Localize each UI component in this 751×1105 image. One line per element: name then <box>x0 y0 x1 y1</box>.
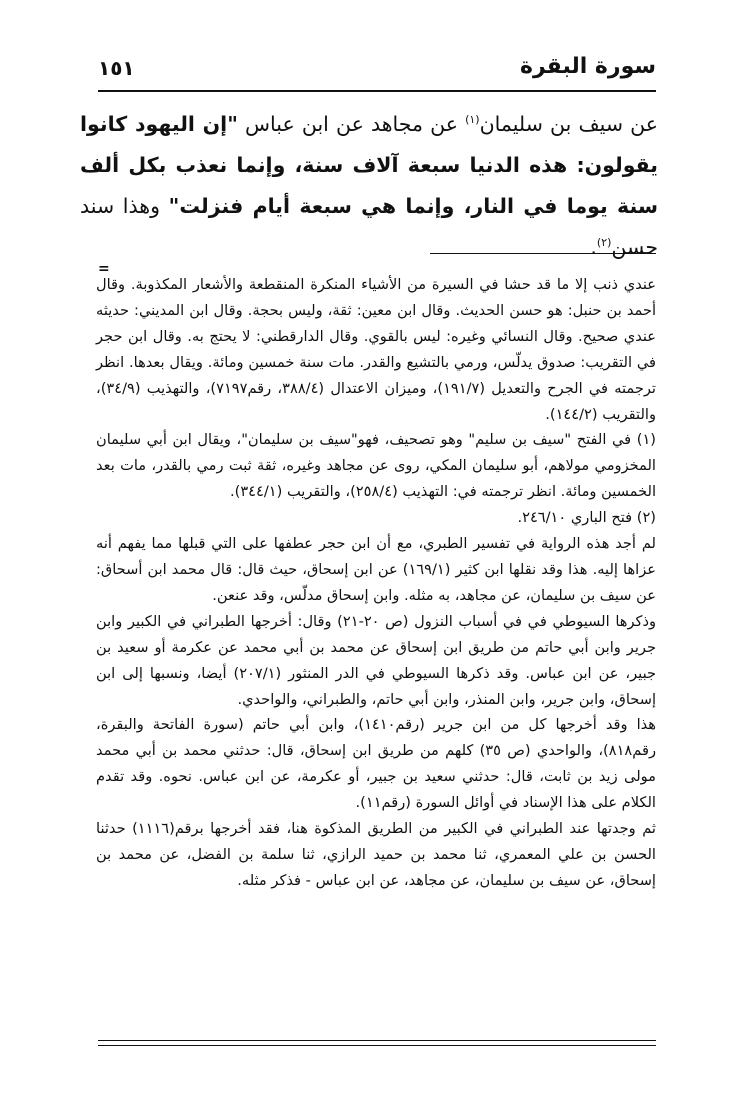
footnote-2: (٢) فتح الباري ٢٤٦/١٠. <box>517 509 656 527</box>
bottom-rule-bottom <box>98 1045 656 1046</box>
quoted-narration: "إن اليهود كانوا يقولون: هذه الدنيا سبعة آلاف سنة، وإنما نعذب بكل ألف سنة يوما في النار، وإنما هي سبعة أيام فنزلت" <box>80 112 658 218</box>
bottom-rule-top <box>98 1040 656 1041</box>
footnote-2-para-1: لم أجد هذه الرواية في تفسير الطبري، مع أن ابن حجر عطفها على التي قبلها مما يفهم أنه عزاها إليه. هذا وقد نقلها ابن كثير (١٦٩/١) عن ابن إسحاق، حيث قال: قال محمد ابن أسحاق: عن سيف بن سليمان، عن مجاهد، به مثله. وابن إسحاق مدلّس، وقد عنعن. <box>96 535 656 604</box>
footnote-ref-2: (٢) <box>596 236 612 250</box>
footnote-2-para-4: ثم وجدتها عند الطبراني في الكبير من الطريق المذكوة هنا، فقد أخرجها برقم(١١١٦) حدثنا الحسن بن علي المعمري، ثنا محمد بن حميد الرازي، ثنا سلمة بن الفضل، عن محمد بن إسحاق، عن سيف بن سليمان، عن مجاهد، عن ابن عباس - فذكر مثله. <box>96 820 656 889</box>
footnote-1: (١) في الفتح "سيف بن سليم" وهو تصحيف، فهو"سيف بن سليمان"، ويقال ابن أبي سليمان المخزومي مولاهم، أبو سليمان المكي، روى عن مجاهد وغيره، ثقة ثبت رمي بالقدر، مات بعد الخمسين ومائة. انظر ترجمته في: التهذيب (٢٥٨/٤)، والتقريب (٣٤٤/١). <box>96 431 656 501</box>
page-number: ١٥١ <box>98 56 135 80</box>
main-text-part4: . <box>590 235 597 259</box>
surah-title: سورة البقرة <box>519 54 656 79</box>
continuation-mark: = <box>98 261 110 277</box>
footnote-divider <box>430 253 656 254</box>
page-header <box>98 52 656 92</box>
header-rule <box>98 90 656 92</box>
main-text-part2: عن مجاهد عن ابن عباس <box>237 112 466 136</box>
main-text <box>80 104 658 268</box>
main-text-part3: وهذا سند حسن <box>80 194 658 259</box>
main-text-part1: عن سيف بن سليمان <box>479 112 658 136</box>
footnote-2-para-3: هذا وقد أخرجها كل من ابن جرير (رقم١٤١٠)، وابن أبي حاتم (سورة الفاتحة والبقرة، رقم٨١٨)، والواحدي (ص ٣٥) كلهم من طريق ابن إسحاق، قال: حدثني محمد بن أبي محمد مولى زيد بن ثابت، قال: حدثني سعيد بن جبير، أو عكرمة، عن ابن عباس. نحوه. وقد تقدم الكلام على هذا الإسناد في أوائل السورة (رقم١١). <box>96 716 656 812</box>
footnote-2-para-2: وذكرها السيوطي في في أسباب النزول (ص ٢٠-٢١) وقال: أخرجها الطبراني في الكبير وابن جرير وابن أبي حاتم من طريق ابن إسحاق عن محمد بن أبي محمد عن عكرمة أو سعيد بن جبير، عن ابن عباس. وقد ذكرها السيوطي في الدر المنثور (٢٠٧/١) أيضا، ونسبها إلى ابن إسحاق، وابن جرير، وابن المنذر، وابن أبي حاتم، والطبراني، والواحدي. <box>96 612 657 708</box>
footnote-ref-1: (١) <box>465 113 480 127</box>
footnote-continuation: عندي ذنب إلا ما قد حشا في السيرة من الأشياء المنكرة المنقطعة والأشعار المكذوبة. وقال أحمد بن حنبل: هو حسن الحديث. وقال ابن معين: ثقة، وليس بحجة. وقال ابن المديني: حديثه عندي صحيح. وقال النسائي وغيره: ليس بالقوي. وقال الدارقطني: لا يحتج به. وقال ابن حجر في التقريب: صدوق يدلّس، ورمي بالتشيع والقدر. مات سنة خمسين ومائة. ويقال بعدها. انظر ترجمته في الجرح والتعديل (١٩١/٧)، وميزان الاعتدال (٣٨٨/٤، رقم٧١٩٧)، والتهذيب (٣٤/٩)، والتقريب (١٤٤/٢). <box>96 276 656 423</box>
footnotes <box>96 272 656 894</box>
